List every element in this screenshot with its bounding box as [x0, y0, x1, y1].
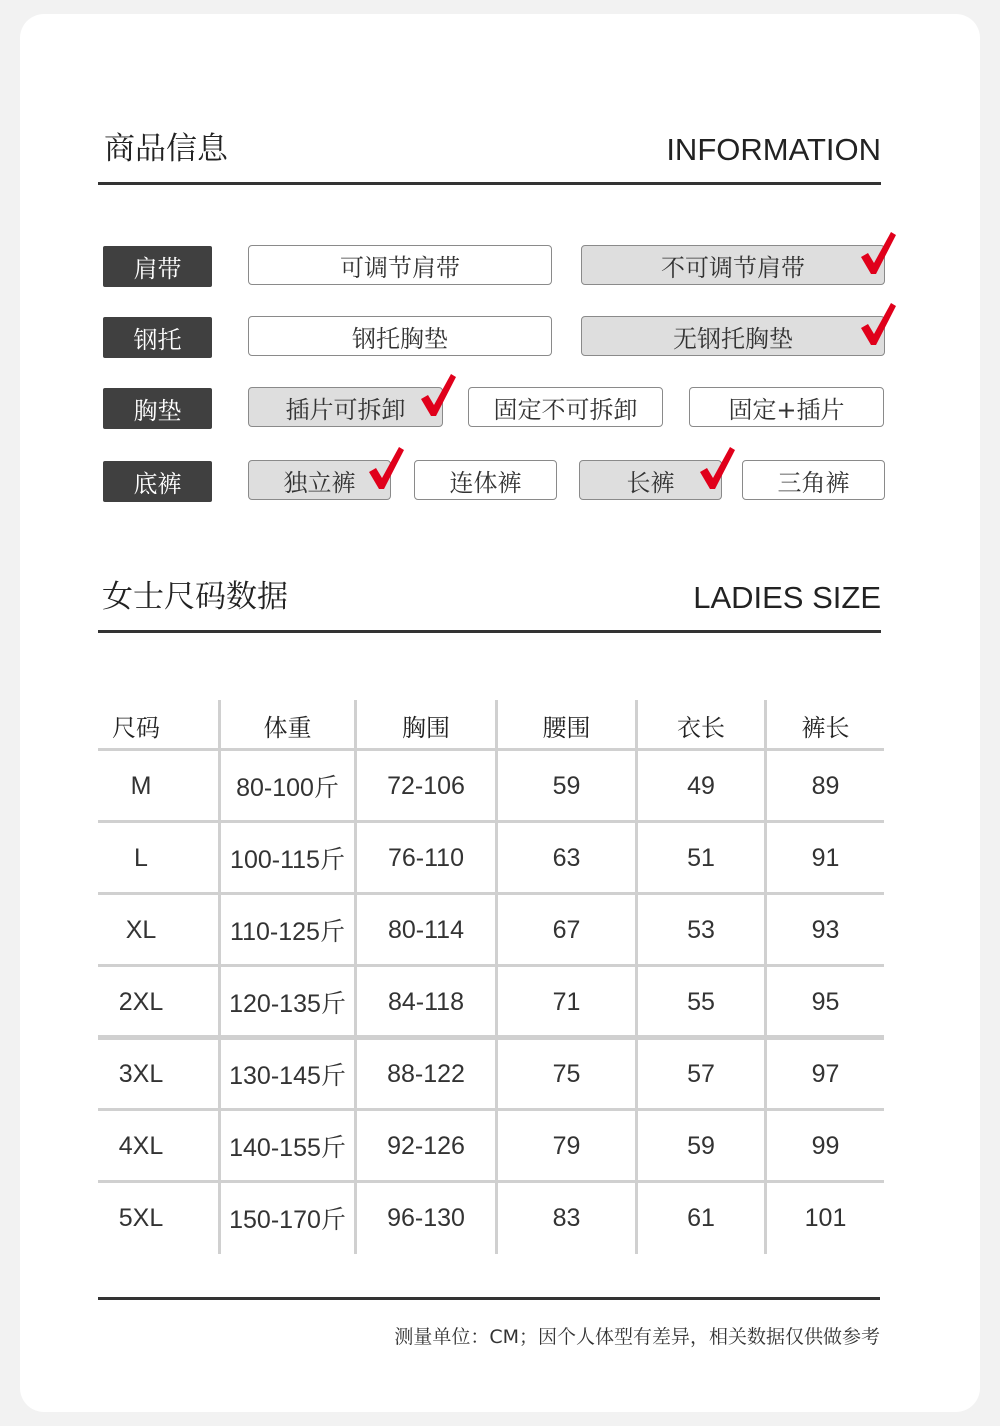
- size-title-cn: 女士尺码数据: [102, 579, 288, 615]
- table-cell: 51: [687, 843, 715, 872]
- feature-tag-chest-pad: 胸垫: [103, 388, 212, 429]
- table-cell: 61: [687, 1203, 715, 1232]
- table-cell: 120-135斤: [229, 990, 346, 1018]
- table-header-cell: 尺码: [112, 713, 160, 742]
- table-cell: 55: [687, 987, 715, 1016]
- info-title-cn: 商品信息: [104, 131, 228, 167]
- table-cell: 75: [552, 1059, 581, 1088]
- check-icon: [858, 301, 898, 347]
- table-column-divider: [495, 700, 498, 1254]
- option-fixed-plus-insert[interactable]: 固定+插片: [689, 387, 884, 427]
- table-header-cell: 腰围: [542, 713, 591, 742]
- table-cell: 80-114: [388, 915, 464, 944]
- table-cell: 79: [552, 1131, 581, 1160]
- feature-tag-straps: 肩带: [103, 246, 212, 287]
- table-cell: 63: [552, 843, 581, 872]
- option-adjustable-straps[interactable]: 可调节肩带: [248, 245, 552, 285]
- table-column-divider: [354, 700, 357, 1254]
- table-cell: 101: [804, 1203, 847, 1232]
- table-column-divider: [635, 700, 638, 1254]
- table-cell: 96-130: [387, 1203, 465, 1232]
- option-wireless-pad[interactable]: 无钢托胸垫: [581, 316, 885, 356]
- check-icon: [858, 230, 898, 276]
- footer-divider: [98, 1297, 880, 1300]
- size-section-header: [98, 570, 881, 633]
- option-fixed-non-removable[interactable]: 固定不可拆卸: [468, 387, 663, 427]
- check-icon: [418, 372, 458, 418]
- table-cell: 140-155斤: [229, 1134, 346, 1162]
- table-cell: 76-110: [388, 843, 464, 872]
- footer-note: 测量单位：CM；因个人体型有差异，相关数据仅供做参考: [394, 1326, 880, 1348]
- feature-tag-bottoms: 底裤: [103, 461, 212, 502]
- option-non-adjustable-straps[interactable]: 不可调节肩带: [581, 245, 885, 285]
- option-underwire-pad[interactable]: 钢托胸垫: [248, 316, 552, 356]
- table-cell: XL: [125, 915, 157, 944]
- option-separate-bottoms[interactable]: 独立裤: [248, 460, 391, 500]
- table-cell: 59: [687, 1131, 715, 1160]
- table-cell: 59: [552, 771, 581, 800]
- table-cell: L: [134, 843, 148, 872]
- table-cell: 100-115斤: [230, 846, 345, 874]
- table-cell: 67: [552, 915, 581, 944]
- table-header-cell: 衣长: [677, 713, 725, 742]
- table-cell: 92-126: [387, 1131, 465, 1160]
- table-cell: 83: [552, 1203, 581, 1232]
- option-long-pants[interactable]: 长裤: [579, 460, 722, 500]
- table-header-cell: 裤长: [801, 713, 850, 742]
- table-cell: 5XL: [118, 1203, 164, 1232]
- table-cell: 95: [811, 987, 840, 1016]
- table-cell: 49: [687, 771, 715, 800]
- feature-tag-underwire: 钢托: [103, 317, 212, 358]
- table-cell: 91: [811, 843, 840, 872]
- table-cell: 71: [552, 987, 581, 1016]
- table-cell: 3XL: [118, 1059, 164, 1088]
- option-removable-insert[interactable]: 插片可拆卸: [248, 387, 443, 427]
- table-cell: 72-106: [387, 771, 465, 800]
- table-cell: 88-122: [387, 1059, 465, 1088]
- table-cell: 150-170斤: [229, 1206, 346, 1234]
- table-cell: 99: [811, 1131, 840, 1160]
- option-briefs[interactable]: 三角裤: [742, 460, 885, 500]
- table-cell: 110-125斤: [230, 918, 345, 946]
- table-cell: 53: [687, 915, 715, 944]
- table-cell: 89: [811, 771, 840, 800]
- table-header-cell: 胸围: [402, 713, 450, 742]
- table-cell: 130-145斤: [229, 1062, 346, 1090]
- table-cell: 84-118: [388, 987, 464, 1016]
- size-title-en: LADIES SIZE: [693, 580, 881, 615]
- table-cell: M: [130, 771, 152, 800]
- table-cell: 4XL: [118, 1131, 164, 1160]
- table-column-divider: [218, 700, 221, 1254]
- table-cell: 57: [687, 1059, 715, 1088]
- check-icon: [366, 445, 406, 491]
- option-one-piece-bottoms[interactable]: 连体裤: [414, 460, 557, 500]
- table-cell: 93: [811, 915, 840, 944]
- table-header-cell: 体重: [263, 713, 312, 742]
- table-column-divider: [764, 700, 767, 1254]
- table-cell: 97: [811, 1059, 840, 1088]
- info-section-header: [98, 122, 881, 185]
- check-icon: [697, 445, 737, 491]
- table-cell: 2XL: [118, 987, 164, 1016]
- table-cell: 80-100斤: [236, 774, 339, 802]
- size-table: [98, 700, 884, 1254]
- info-title-en: INFORMATION: [666, 132, 881, 167]
